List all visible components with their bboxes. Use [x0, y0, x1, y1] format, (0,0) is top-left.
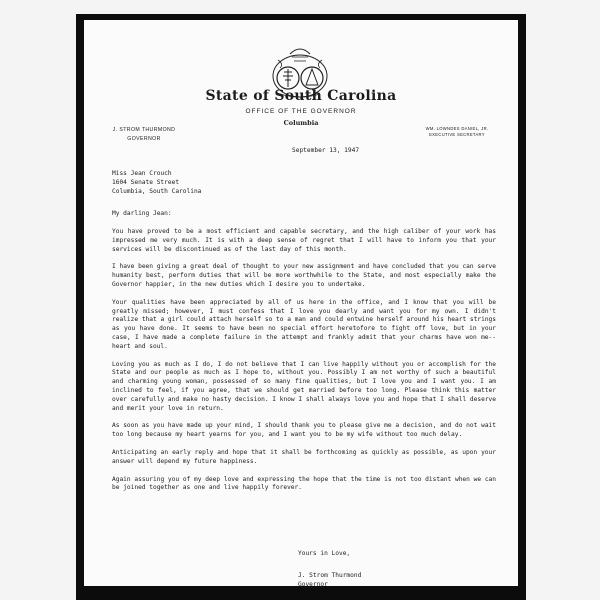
- paragraph: You have proved to be a most efficient and capable secretary, and the high caliber of your work has impressed me very much. It is with a deep sense of regret that I will have to inform you that your services will be discontinued as of the last day of this month.: [112, 228, 496, 253]
- letterhead-governor-block: [104, 126, 184, 144]
- governor-name: J. STROM THURMOND: [112, 127, 176, 133]
- paragraph: As soon as you have made up your mind, I should thank you to please give me a decision, and do not wait too long because my heart yearns for you, and I want you to be my wife without too much delay.: [112, 422, 496, 439]
- secretary-title: EXECUTIVE SECRETARY: [429, 132, 485, 137]
- paragraph: Loving you as much as I do, I do not believe that I can live happily without you or accomplish for the State and our people as much as I hope to, without you. Possibly I am not worthy of such a beautiful and charming young woman, possessed of so many fine qualities, but I love you and I want you. I am inclined to feel, if you agree, that we should get married before too long. Please think this matter over carefully and make no hasty decision. I know I shall always love you and hope that I shall deserve and merit your love in return.: [112, 360, 496, 412]
- paragraph: I have been giving a great deal of thought to your new assignment and have concluded that you can serve humanity best, perform duties that will be more worthwhile to the State, and most especially make the Governor happier, in the new duties which I desire you to undertake.: [112, 263, 496, 288]
- paragraph: Anticipating an early reply and hope that it shall be forthcoming as quickly as possible, as upon your answer will depend my future happiness.: [112, 448, 496, 465]
- governor-title: GOVERNOR: [127, 136, 161, 142]
- paragraph: Your qualities have been appreciated by all of us here in the office, and I know that you will be greatly missed; however, I must confess that I love you dearly and want you for my own. I didn't realize that a girl could attach herself so to a man and could entwine herself around his heart strings as you have done. It seems to have been no special effort heretofore to fight off love, but in your case, I have made a complete failure in the attempt and frankly admit that your charms have won me--heart and soul.: [112, 298, 496, 350]
- recipient-street: 1604 Senate Street: [112, 179, 180, 186]
- letter-body: [112, 228, 496, 502]
- signature-block: [298, 571, 361, 589]
- letterhead-secretary-block: [412, 126, 502, 138]
- letterhead-city: Columbia: [283, 119, 319, 127]
- secretary-name: WM. LOWNDES DANIEL, JR.: [425, 126, 489, 131]
- recipient-city: Columbia, South Carolina: [112, 188, 202, 195]
- letter-page: [84, 20, 518, 586]
- recipient-name: Miss Jean Crouch: [112, 170, 172, 177]
- letter-date: September 13, 1947: [292, 147, 360, 154]
- paragraph: Again assuring you of my deep love and expressing the hope that the time is not too distant when we can be joined together as one and live happily forever.: [112, 475, 496, 492]
- letterhead-office: OFFICE OF THE GOVERNOR: [245, 108, 357, 115]
- letterhead-state-title: State of South Carolina: [205, 88, 397, 104]
- recipient-address: [112, 169, 201, 196]
- closing: Yours in Love,: [298, 550, 351, 557]
- salutation: My darling Jean:: [112, 210, 172, 217]
- signature-title: Governor: [298, 581, 328, 588]
- signature-name: J. Strom Thurmond: [298, 572, 362, 579]
